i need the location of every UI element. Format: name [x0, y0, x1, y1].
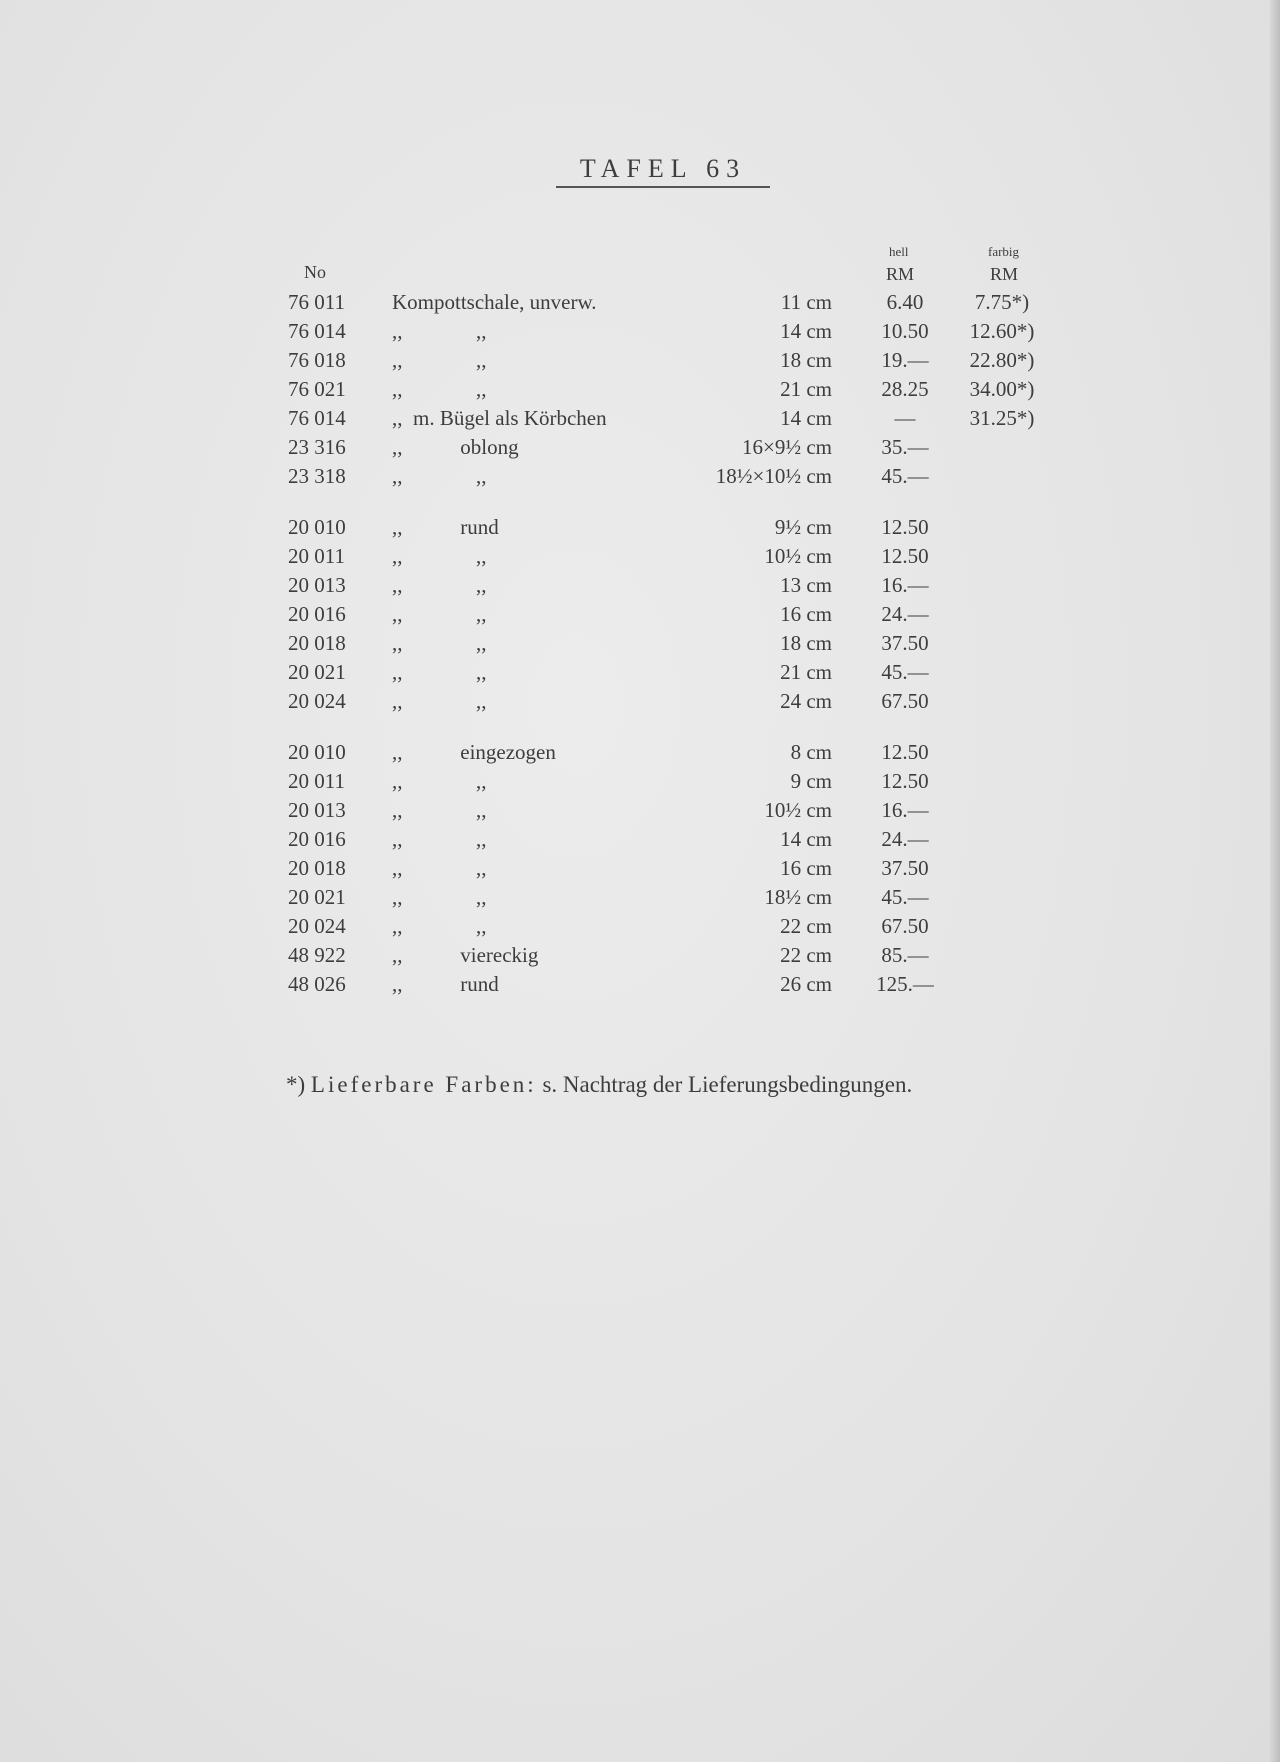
item-number: 48 922	[288, 943, 346, 967]
item-number: 76 014	[288, 406, 346, 430]
item-size: 13 cm	[780, 573, 832, 597]
price-farbig: 7.75*)	[974, 290, 1030, 314]
table-row	[0, 883, 1280, 912]
item-description: ,, ,,	[392, 827, 487, 851]
table-row	[0, 462, 1280, 491]
item-description: ,, rund	[392, 972, 499, 996]
item-size: 18 cm	[780, 631, 832, 655]
item-number: 20 011	[288, 544, 345, 568]
item-number: 20 013	[288, 798, 346, 822]
table-row	[0, 346, 1280, 375]
footnote-label: Lieferbare Farben:	[310, 1072, 537, 1097]
table-row	[0, 375, 1280, 404]
table-row	[0, 687, 1280, 716]
item-description: ,, oblong	[392, 435, 519, 459]
price-hell: 67.50	[881, 914, 929, 938]
item-description: ,, eingezogen	[392, 740, 556, 764]
header-hell: hell	[889, 244, 909, 259]
table-row	[0, 513, 1280, 542]
item-number: 76 014	[288, 319, 346, 343]
price-hell: 85.—	[881, 943, 929, 967]
item-number: 23 316	[288, 435, 346, 459]
price-farbig: 12.60*)	[969, 319, 1035, 343]
item-description: ,, ,,	[392, 798, 487, 822]
price-hell: 12.50	[881, 544, 929, 568]
item-number: 20 018	[288, 856, 346, 880]
item-size: 16 cm	[780, 602, 832, 626]
item-size: 18½ cm	[764, 885, 832, 909]
item-number: 20 011	[288, 769, 345, 793]
price-hell: 28.25	[881, 377, 929, 401]
item-description: ,, ,,	[392, 602, 487, 626]
header-rm-hell: RM	[886, 264, 915, 284]
item-number: 20 013	[288, 573, 346, 597]
item-size: 10½ cm	[764, 544, 832, 568]
price-hell: 16.—	[881, 798, 929, 822]
item-description: ,, viereckig	[392, 943, 539, 967]
item-description: ,, ,,	[392, 885, 487, 909]
item-number: 20 024	[288, 914, 346, 938]
table-row	[0, 941, 1280, 970]
price-hell: 12.50	[881, 740, 929, 764]
table-row	[0, 600, 1280, 629]
item-size: 18 cm	[780, 348, 832, 372]
price-hell: 37.50	[881, 631, 929, 655]
table-row	[0, 433, 1280, 462]
price-hell: 12.50	[881, 769, 929, 793]
item-number: 20 021	[288, 660, 346, 684]
price-hell: 10.50	[881, 319, 929, 343]
price-hell: 37.50	[881, 856, 929, 880]
item-description: ,, ,,	[392, 348, 487, 372]
price-farbig: 31.25*)	[969, 406, 1035, 430]
table-row	[0, 404, 1280, 433]
item-description: ,, ,,	[392, 856, 487, 880]
header-farbig: farbig	[988, 244, 1020, 259]
header-no: No	[304, 262, 326, 282]
item-number: 76 021	[288, 377, 346, 401]
table-row	[0, 912, 1280, 941]
item-description: ,, ,,	[392, 689, 487, 713]
footnote-marker: *)	[286, 1072, 306, 1097]
item-size: 16×9½ cm	[742, 435, 832, 459]
item-size: 9½ cm	[774, 515, 832, 539]
footnote-text: s. Nachtrag der Lieferungsbedingungen.	[542, 1072, 913, 1097]
page-title: TAFEL 63	[556, 154, 770, 188]
item-description: ,, ,,	[392, 464, 487, 488]
table-row	[0, 970, 1280, 999]
item-size: 9 cm	[790, 769, 832, 793]
price-hell: 35.—	[881, 435, 929, 459]
price-table	[0, 288, 1280, 999]
item-number: 20 016	[288, 602, 346, 626]
price-hell: 67.50	[881, 689, 929, 713]
item-size: 14 cm	[780, 827, 832, 851]
item-description: ,, ,,	[392, 319, 487, 343]
table-row	[0, 288, 1280, 317]
table-row	[0, 767, 1280, 796]
item-number: 20 010	[288, 515, 346, 539]
price-hell: 45.—	[881, 660, 929, 684]
item-size: 10½ cm	[764, 798, 832, 822]
table-row	[0, 629, 1280, 658]
item-size: 21 cm	[780, 377, 832, 401]
table-row	[0, 854, 1280, 883]
price-hell: 45.—	[881, 464, 929, 488]
item-number: 20 021	[288, 885, 346, 909]
item-description: ,, ,,	[392, 544, 487, 568]
table-row	[0, 796, 1280, 825]
table-row	[0, 658, 1280, 687]
item-number: 20 018	[288, 631, 346, 655]
item-size: 24 cm	[780, 689, 832, 713]
item-size: 14 cm	[780, 406, 832, 430]
item-size: 14 cm	[780, 319, 832, 343]
item-size: 8 cm	[790, 740, 832, 764]
price-farbig: 22.80*)	[969, 348, 1035, 372]
price-hell: 45.—	[881, 885, 929, 909]
item-size: 22 cm	[780, 914, 832, 938]
item-size: 26 cm	[780, 972, 832, 996]
item-description: Kompottschale, unverw.	[392, 290, 597, 314]
price-hell: —	[894, 406, 916, 430]
item-size: 16 cm	[780, 856, 832, 880]
item-size: 21 cm	[780, 660, 832, 684]
price-hell: 24.—	[881, 827, 929, 851]
item-description: ,, ,,	[392, 769, 487, 793]
item-description: ,, ,,	[392, 914, 487, 938]
item-description: ,, ,,	[392, 377, 487, 401]
table-row	[0, 825, 1280, 854]
item-number: 76 011	[288, 290, 345, 314]
item-size: 18½×10½ cm	[715, 464, 832, 488]
footnote	[286, 1072, 912, 1098]
price-farbig: 34.00*)	[969, 377, 1035, 401]
item-description: ,, ,,	[392, 573, 487, 597]
price-hell: 24.—	[881, 602, 929, 626]
item-number: 48 026	[288, 972, 346, 996]
header-rm-farbig: RM	[990, 264, 1019, 284]
item-size: 11 cm	[780, 290, 832, 314]
price-hell: 16.—	[881, 573, 929, 597]
item-number: 20 010	[288, 740, 346, 764]
item-number: 20 016	[288, 827, 346, 851]
item-description: ,, m. Bügel als Körbchen	[392, 406, 607, 430]
price-hell: 19.—	[881, 348, 929, 372]
item-number: 76 018	[288, 348, 346, 372]
item-description: ,, ,,	[392, 660, 487, 684]
price-hell: 6.40	[886, 290, 924, 314]
price-hell: 125.—	[876, 972, 934, 996]
item-description: ,, rund	[392, 515, 499, 539]
price-hell: 12.50	[881, 515, 929, 539]
table-row	[0, 542, 1280, 571]
item-description: ,, ,,	[392, 631, 487, 655]
item-size: 22 cm	[780, 943, 832, 967]
item-number: 20 024	[288, 689, 346, 713]
item-number: 23 318	[288, 464, 346, 488]
table-row	[0, 738, 1280, 767]
table-row	[0, 571, 1280, 600]
table-row	[0, 317, 1280, 346]
